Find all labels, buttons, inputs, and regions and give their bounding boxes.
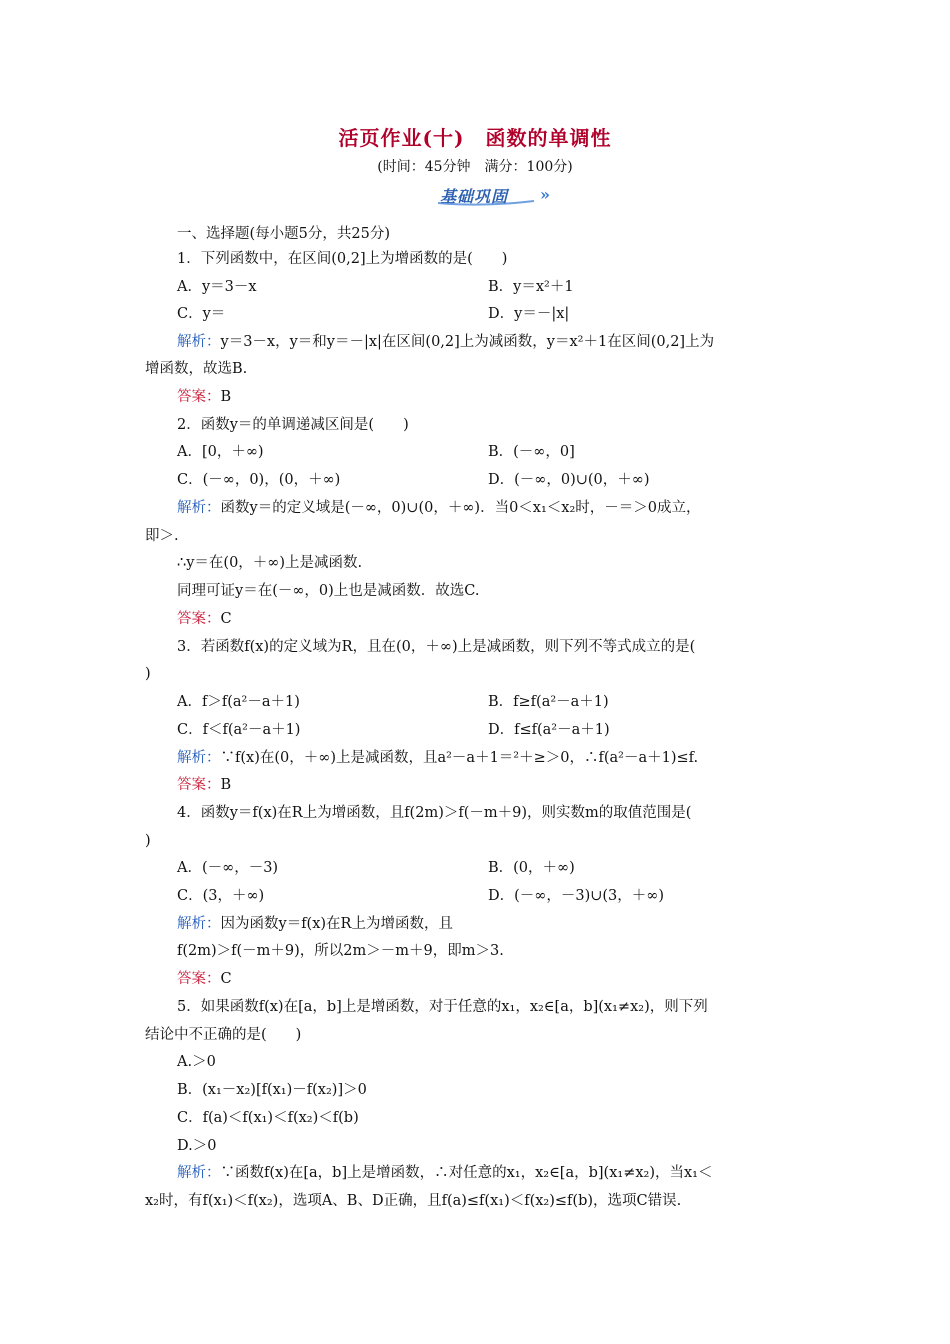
q2-analysis-cont: 即＞.: [145, 528, 179, 544]
answer-label: 答案：: [177, 971, 221, 987]
q3-option-a: A．f＞f(a²－a＋1): [177, 694, 300, 710]
q3-analysis: [177, 748, 698, 768]
analysis-text: ∵f(x)在(0，＋∞)上是减函数，且a²－a＋1＝²＋≥＞0，∴f(a²－a＋1)≤f.: [220, 750, 699, 766]
q5-option-b: B．(x₁－x₂)[f(x₁)－f(x₂)]＞0: [177, 1082, 367, 1098]
page-title: 活页作业(十) 函数的单调性: [338, 126, 612, 150]
section-banner: [434, 183, 552, 207]
q4-stem: 4．函数y＝f(x)在R上为增函数，且f(2m)＞f(－m＋9)，则实数m的取值范围是(: [177, 805, 692, 821]
q4-option-a: A．(－∞，－3): [177, 860, 279, 876]
q3-stem-cont: ): [145, 666, 151, 682]
q3-answer: [177, 775, 231, 795]
q2-analysis-line4: 同理可证y＝在(－∞，0)上也是减函数．故选C.: [177, 583, 480, 599]
q2-option-c: C．(－∞，0)，(0，＋∞): [177, 472, 341, 488]
analysis-text: y＝3－x，y＝和y＝－|x|在区间(0,2]上为减函数，y＝x²＋1在区间(0,2]上为: [220, 334, 715, 350]
q3-option-b: B．f≥f(a²－a＋1): [488, 694, 609, 710]
answer-value: B: [220, 389, 232, 405]
q5-option-c: C．f(a)＜f(x₁)＜f(x₂)＜f(b): [177, 1110, 359, 1126]
q4-option-d: D．(－∞，－3)∪(3，＋∞): [488, 888, 665, 904]
analysis-text: ∵函数f(x)在[a，b]上是增函数，∴对任意的x₁，x₂∈[a，b](x₁≠x₂)，当x₁＜: [220, 1165, 713, 1181]
q4-analysis-cont: f(2m)＞f(－m＋9)，所以2m＞－m＋9，即m＞3.: [177, 943, 504, 959]
answer-label: 答案：: [177, 611, 221, 627]
analysis-text: 函数y＝的定义域是(－∞，0)∪(0，＋∞)．当0＜x₁＜x₂时，－＝＞0成立，: [220, 500, 701, 516]
q4-option-b: B．(0，＋∞): [488, 860, 575, 876]
page-subtitle: (时间：45分钟 满分：100分): [377, 159, 573, 175]
answer-value: C: [220, 611, 232, 627]
q2-analysis: [177, 498, 701, 518]
q2-analysis-line3: ∴y＝在(0，＋∞)上是减函数.: [177, 555, 363, 571]
q3-option-d: D．f≤f(a²－a＋1): [488, 722, 610, 738]
q1-analysis: [177, 332, 714, 352]
q2-option-a: A．[0，＋∞): [177, 444, 264, 460]
q3-stem: 3．若函数f(x)的定义域为R，且在(0，＋∞)上是减函数，则下列不等式成立的是(: [177, 639, 696, 655]
analysis-label: 解析：: [177, 334, 221, 350]
q5-option-d: D.＞0: [177, 1138, 217, 1154]
section-heading: 一、选择题(每小题5分，共25分): [177, 226, 390, 242]
q4-option-c: C．(3，＋∞): [177, 888, 265, 904]
q4-analysis: [177, 914, 453, 934]
q1-option-a: A．y＝3－x: [177, 279, 257, 295]
q4-answer: [177, 969, 232, 989]
q2-answer: [177, 609, 232, 629]
q2-option-b: B．(－∞，0]: [488, 444, 575, 460]
q4-stem-cont: ): [145, 833, 151, 849]
q1-option-c: C．y＝: [177, 306, 226, 322]
analysis-label: 解析：: [177, 750, 221, 766]
q3-option-c: C．f＜f(a²－a＋1): [177, 722, 301, 738]
answer-label: 答案：: [177, 777, 221, 793]
q5-analysis-cont: x₂时，有f(x₁)＜f(x₂)，选项A、B、D正确，且f(a)≤f(x₁)＜f(x₂)≤f(b)，选项C错误.: [145, 1193, 682, 1209]
answer-value: B: [220, 777, 232, 793]
q2-option-d: D．(－∞，0)∪(0，＋∞): [488, 472, 650, 488]
q1-option-b: B．y＝x²＋1: [488, 279, 574, 295]
analysis-label: 解析：: [177, 916, 221, 932]
q2-stem: 2．函数y＝的单调递减区间是( ): [177, 417, 409, 433]
analysis-label: 解析：: [177, 1165, 221, 1181]
q1-option-d: D．y＝－|x|: [488, 306, 570, 322]
q5-analysis: [177, 1163, 713, 1183]
q1-answer: [177, 387, 231, 407]
banner-label: 基础巩固: [440, 187, 509, 206]
q5-stem: 5．如果函数f(x)在[a，b]上是增函数，对于任意的x₁，x₂∈[a，b](x₁≠x₂)，则下列: [177, 999, 708, 1015]
q1-stem: 1．下列函数中，在区间(0,2]上为增函数的是( ): [177, 251, 508, 267]
analysis-text: 因为函数y＝f(x)在R上为增函数，且: [220, 916, 453, 932]
double-chevron-right-icon: »: [540, 185, 550, 204]
q5-stem-cont: 结论中不正确的是( ): [145, 1027, 302, 1043]
q1-analysis-cont: 增函数，故选B.: [145, 361, 248, 377]
q5-option-a: A.＞0: [177, 1054, 216, 1070]
answer-label: 答案：: [177, 389, 221, 405]
analysis-label: 解析：: [177, 500, 221, 516]
answer-value: C: [220, 971, 232, 987]
